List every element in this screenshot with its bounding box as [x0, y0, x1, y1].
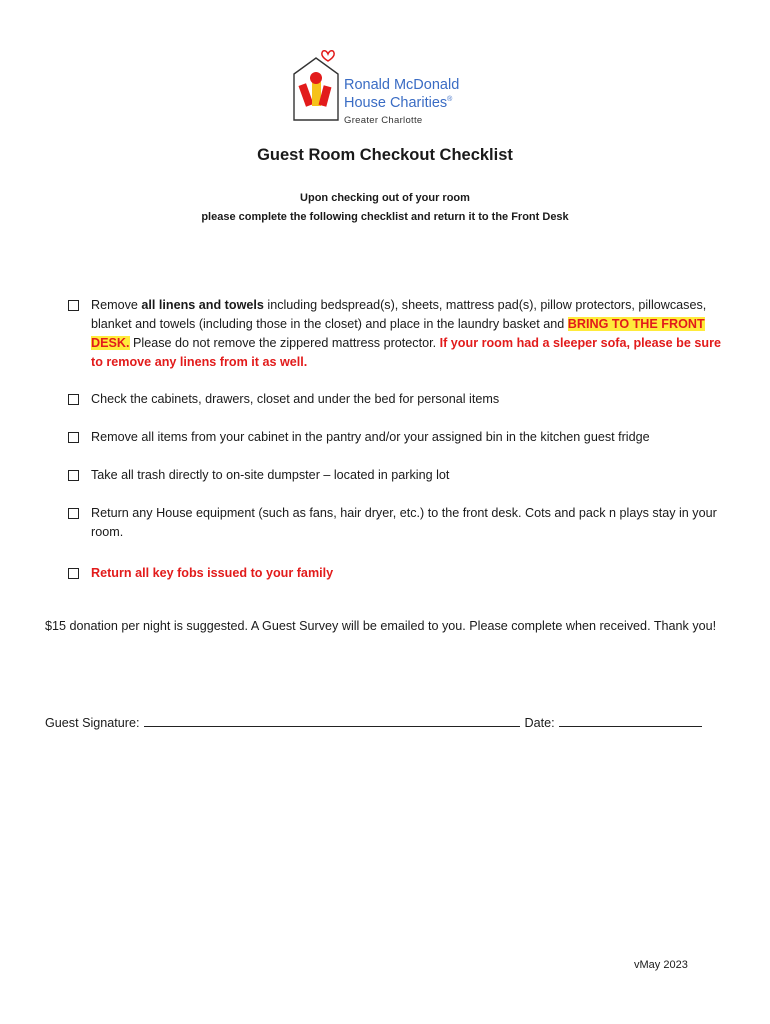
- subtitle-line-1: Upon checking out of your room: [300, 192, 470, 204]
- item-alert-text: If your room had a sleeper sofa, please be sure to remove any linens from it as well.: [91, 336, 721, 369]
- item-bold-text: all linens and towels: [141, 298, 264, 312]
- checkbox[interactable]: [68, 394, 79, 405]
- brand-line-3: Greater Charlotte: [344, 115, 423, 126]
- brand-line-1: Ronald McDonald: [344, 77, 460, 93]
- brand-line-2: [344, 96, 452, 111]
- donation-note: $15 donation per night is suggested. A Guest Survey will be emailed to you. Please complete when received. Thank you!: [45, 619, 717, 633]
- checklist-item-text: Return any House equipment (such as fans, hair dryer, etc.) to the front desk. Cots and pack n plays stay in your room.: [91, 506, 717, 539]
- date-label: Date:: [524, 716, 555, 730]
- checklist-item-equipment: [68, 504, 728, 542]
- checkbox[interactable]: [68, 300, 79, 311]
- checklist-item-trash: [68, 466, 728, 485]
- signature-line[interactable]: [144, 712, 520, 727]
- item-text-part: Please do not remove the zippered mattress protector.: [129, 336, 440, 350]
- checklist-item-text: Return all key fobs issued to your family: [91, 566, 334, 580]
- house-heart-icon: [288, 46, 344, 126]
- item-text-part: including bedspread(s), sheets, mattress pad(s), pillow protectors, pillowcases, blanket and towels (including those in the closet) and place in the laundry basket and: [91, 298, 707, 331]
- checklist-item-key-fobs: [68, 564, 728, 583]
- checkbox[interactable]: [68, 508, 79, 519]
- signature-row: [45, 712, 702, 733]
- date-line[interactable]: [559, 712, 702, 727]
- version-label: vMay 2023: [634, 959, 688, 971]
- checkbox[interactable]: [68, 470, 79, 481]
- subtitle-line-2: please complete the following checklist and return it to the Front Desk: [201, 211, 569, 223]
- registered-mark: ®: [447, 96, 453, 104]
- checklist-item-text: Remove all items from your cabinet in the pantry and/or your assigned bin in the kitchen guest fridge: [91, 430, 650, 444]
- checkbox[interactable]: [68, 568, 79, 579]
- checklist-item-text: [91, 296, 728, 372]
- checklist-item-text: Take all trash directly to on-site dumpster – located in parking lot: [91, 468, 450, 482]
- rmhc-logo: [288, 46, 488, 126]
- signature-label: Guest Signature:: [45, 716, 140, 730]
- checklist-item-text: Check the cabinets, drawers, closet and under the bed for personal items: [91, 392, 500, 406]
- checklist-item-personal-items: [68, 390, 728, 409]
- item-highlight-text: BRING TO THE FRONT DESK.: [91, 317, 705, 350]
- item-text-part: Remove: [91, 298, 142, 312]
- checklist-item-cabinet: [68, 428, 728, 447]
- checklist-item-linens: [68, 296, 728, 372]
- checkbox[interactable]: [68, 432, 79, 443]
- page-title: Guest Room Checkout Checklist: [257, 146, 513, 164]
- brand-line-2-text: House Charities: [344, 95, 448, 111]
